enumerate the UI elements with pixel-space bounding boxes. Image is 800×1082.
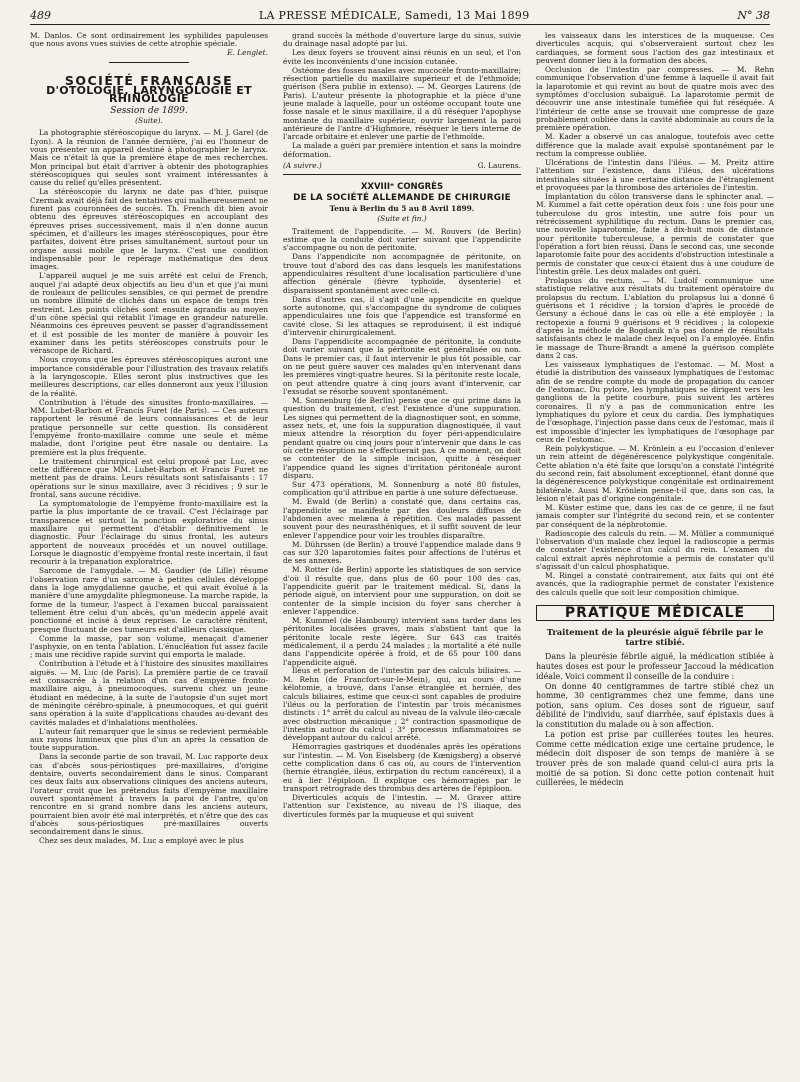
article-body: [30, 129, 268, 845]
column-1: [30, 32, 268, 1074]
journal-title: LA PRESSE MÉDICALE, Samedi, 13 Mai 1899: [258, 9, 530, 22]
paragraph: La photographie stéréoscopique du larynx. — M. J. Garel (de Lyon). A la réunion de l'année dernière, j'ai eu l'honneur de vous présenter un appareil destiné à photographier le larynx. Mais ce n'était là que la première étape de mes recherches. Mon principal but était d'arriver à obtenir des photographies stéréoscopiques qui seules sont vraiment intéressantes à cause du relief qu'elles présentent.: [30, 128, 268, 188]
congress-title: XXVIIIᵉ CONGRÈS: [360, 182, 444, 193]
page-number: 489: [30, 9, 51, 22]
congress-dates: Tenu à Berlin du 5 au 8 Avril 1899.: [329, 203, 475, 213]
paragraph: Hémorragies gastriques et duodénales après les opérations sur l'intestin. — M. Von Eiselsberg (de Kœnigsberg) a observé cette complication dans 6 cas où, au cours de l'intervention (hernie étranglée, iléus, extirpation du rectum cancéreux), il a eu à lier l'épiploon. Il explique ces hémorragies par le transport rétrograde des thrombus des artères de l'épiploon.: [283, 742, 521, 793]
paragraph: La symptomatologie de l'empyème fronto-maxillaire est la partie la plus importante de ce travail. C'est l'éclairage par transparence et surtout la ponction exploratrice du sinus maxillaire qui permettent d'établir définitivement le diagnostic. Pour l'éclairage du sinus frontal, les auteurs apportent de nouveaux procédés et un nouvel outillage. Lorsque le diagnostic d'empyème frontal reste incertain, il faut recourir à la trépanation exploratrice.: [30, 499, 268, 567]
article-body: [283, 32, 521, 159]
paragraph: Radioscopie des calculs du rein. — M. Müller a communiqué l'observation d'un malade chez lequel la radioscopie a permis de constater l'existence d'un calcul du rein. L'examen du calcul extrait après néphrotomie a permis de constater qu'il s'agissait d'un calcul phosphatique.: [536, 528, 774, 571]
section-subtitle: D'OTOLOGIE, LARYNGOLOGIE ET RHINOLOGIE: [46, 83, 252, 106]
signature: G. Laurens.: [477, 160, 521, 170]
paragraph: M. Kader a observé un cas analogue, toutefois avec cette différence que la malade avait expulsé spontanément par le rectum la compresse oubliée.: [536, 132, 774, 158]
paragraph: M. Kummel (de Hambourg) intervient sans tarder dans les péritonites localisées graves, mais s'abstient tant que la péritonite locale reste légère. Sur 643 cas traités médicalement, il a perdu 24 malades ; la mortalité a été nulle dans l'appendicite opérée à froid, et de 65 pour 100 dans l'appendicite aiguë.: [283, 615, 521, 667]
paragraph: M. Ewald (de Berlin) a constaté que, dans certains cas, l'appendicite se manifeste par des douleurs diffuses de l'abdomen avec melæna à répétition. Ces malades passent souvent pour des neurasthéniques, et il suffit souvent de leur enlever l'appendice pour voir les troubles disparaître.: [283, 497, 521, 540]
page-header: [30, 8, 770, 25]
article-body: [536, 652, 774, 788]
suite-label: (Suite et fin.): [377, 214, 427, 224]
paragraph: L'appareil auquel je me suis arrêté est celui de French, auquel j'ai adapté deux objectifs au lieu d'un et que j'ai muni de rouleaux de pellicules sensibles, ce qui permet de prendre un nombre illimité de clichés dans un espace de temps très restreint. Les points clichés sont ensuite agrandis au moyen d'un cône spécial qui rétablit l'image en grandeur naturelle. Néanmoins ces épreuves peuvent se passer d'agrandissement et il est possible de les monter de manière à pouvoir les examiner dans les petits stéréoscopes construits pour le vérascope de Richard.: [30, 271, 268, 356]
paragraph: Les vaisseaux lymphatiques de l'estomac. — M. Most a étudié la distribution des vaisseaux lymphatiques de l'estomac afin de se rendre compte du mode de propagation du cancer de l'estomac. Du pylore, les lymphatiques se dirigent vers les ganglions de la petite courbure, puis suivent les artères coronaires. Il n'y a pas de communication entre les lymphatiques du pylore et ceux du cardia. Des lymphatiques de l'œsophage, l'injection passe dans ceux de l'estomac, mais il est impossible d'injecter les lymphatiques de l'œsophage par ceux de l'estomac.: [536, 359, 774, 445]
paragraph: M. Ringel a constaté contrairement, aux faits qui ont été avancés, que la radiographie permet de constater l'existence des calculs quelle que soit leur composition chimique.: [536, 570, 774, 597]
paragraph: Ulcérations de l'intestin dans l'iléus. — M. Preitz attire l'attention sur l'existence, dans l'iléus, des ulcérations intestinales situées à une certaine distance de l'étranglement et provoquées par la thrombose des artérioles de l'intestin.: [536, 157, 774, 192]
session-label: Session de 1899.: [110, 105, 188, 116]
paragraph: M. Küster estime que, dans les cas de ce genre, il ne faut jamais compter sur l'intégrité du second rein, et se contenter par conséquent de la néphrotomie.: [536, 503, 774, 529]
issue-number: N° 38: [737, 9, 770, 22]
paragraph: M. Rotter (de Berlin) apporte les statistiques de son service d'où il résulte que, dans plus de 60 pour 100 des cas, l'appendicite guérit par le traitement médical. Si, dans la période aiguë, on intervient pour une suppuration, on doit se contenter de la simple incision du foyer sans chercher à enlever l'appendice.: [283, 565, 521, 616]
paragraph: On donne 40 centigrammes de tartre stibié chez un homme, 30 centigrammes chez une femme, dans une potion, sans opium. Ces doses sont de rigueur, sauf débilité de l'individu, sauf diarrhée, sauf épistaxis dues à la constitution du malade ou à son affection.: [536, 681, 774, 730]
section-title: SOCIÉTÉ FRANÇAISE: [64, 72, 234, 88]
congress-subtitle: DE LA SOCIÉTÉ ALLEMANDE DE CHIRURGIE: [293, 192, 511, 203]
paragraph: Dans l'appendicite accompagnée de péritonite, la conduite doit varier suivant que la péritonite est généralisée ou non. Dans le premier cas, il faut intervenir le plus tôt possible, car on ne peut guère sauver ces malades qu'en intervenant dans les premières vingt-quatre heures. Si la péritonite reste locale, on peut attendre quatre à cinq jours avant d'intervenir, car l'exsudat se résorbe souvent spontanément.: [283, 336, 521, 396]
paragraph: Prolapsus du rectum. — M. Ludolf communique une statistique relative aux résultats du traitement opératoire du prolapsus du rectum. L'ablation du prolapsus lui a donné 6 guérisons et 1 récidive ; la torsion d'après le procédé de Gersuny a échoué dans le cas où elle a été employée ; la rectopexie a fourni 9 guérisons et 9 récidives ; la colopexie d'après la méthode de Bogdanik n'a pas donné de résultats satisfaisants chez le malade chez lequel on l'a employée. Enfin le massage de Thure-Brandt a amené la guérison complète dans 2 cas.: [536, 275, 774, 361]
paragraph: Chez ses deux malades, M. Luc a employé avec le plus: [39, 836, 244, 846]
paragraph: Nous croyons que les épreuves stéréoscopiques auront une importance considérable pour l'illustration des travaux relatifs à la laryngoscopie. Elles seront plus instructives que les meilleures descriptions, car elles donneront aux yeux l'illusion de la réalité.: [30, 355, 268, 398]
paragraph: M. Sonnenburg (de Berlin) pense que ce qui prime dans la question du traitement, c'est l'existence d'une suppuration. Les signes qui permettent de la diagnostiquer sont, en somme, assez nets, et, une fois la suppuration diagnostiquée, il vaut mieux attendre la résorption du foyer péri-appendiculaire pendant quatre ou cinq jours pour n'intervenir que dans le cas où cette résorption ne s'effectuerait pas. A ce moment, on doit se contenter de la simple incision, quitte à réséquer l'appendice quand les signes d'irritation péritonéale auront disparu.: [283, 395, 521, 480]
paragraph: Sarcome de l'amygdale. — M. Gaudier (de Lille) résume l'observation rare d'un sarcome à petites cellules développé dans la loge amygdalienne gauche, et qui avait évolué à la manière d'une amygdalite phlegmoneuse. La marche rapide, la forme de la tumeur, l'aspect à l'examen buccal paraissaient tellement être celui d'un abcès, qu'un médecin appelé avait ponctionné et incisé à deux reprises. Le caractère rénitent, presque fluctuant de ces tumeurs est d'ailleurs classique.: [30, 566, 268, 634]
paragraph: L'auteur fait remarquer que le sinus se redevient perméable aux rayons lumineux que plus d'un an après la cessation de toute suppuration.: [30, 726, 268, 753]
paragraph: Dans la pleurésie fébrile aiguë, la médication stibiée à hautes doses est pour le professeur Jaccoud la médication idéale. Voici comment il conseille de la conduire :: [536, 652, 774, 681]
paragraph: Ostéome des fosses nasales avec mucocèle fronto-maxillaire; résection partielle du maxillaire supérieur et de l'ethmoïde; guérison (Sera publié in extenso). — M. Georges Laurens (de Paris). L'auteur présente la photographie et la pièce d'une jeune malade à laquelle, pour un ostéome occupant toute une fosse nasale et le sinus maxillaire, il a dû réséquer l'apophyse montante du maxillaire supérieur, ouvrir largement la paroi antérieure de l'antre d'Highmore, réséquer le tiers interne de l'arcade orbitaire et enlever une partie de l'ethmoïde.: [283, 65, 521, 142]
paragraph: La potion est prise par cuillerées toutes les heures. Comme cette médication exige une certaine prudence, le médecin doit disposer de son temps de manière à se trouver près de son malade quand celui-ci aura pris la moitié de sa potion. Si donc cette potion contenait huit cuillerées, le médecin: [536, 730, 774, 788]
paragraph: Dans l'appendicite non accompagnée de péritonite, on trouve tout d'abord des cas dans lesquels les manifestations appendiculaires résultent d'une localisation particulière d'une affection générale (fièvre typhoïde, dysenterie) et disparaissent spontanément avec celle-ci.: [283, 252, 521, 295]
article-body: [536, 32, 774, 597]
paragraph: Les deux foyers se trouvent ainsi réunis en un seul, et l'on évite les inconvénients d'une incision cutanée.: [283, 48, 521, 66]
paragraph: Implantation du côlon transverse dans le sphincter anal. — M. Kummel a fait cette opération deux fois : une fois pour une tuberculose du gros intestin, une autre fois pour un rétrécissement syphilitique du rectum. Dans le premier cas, une nouvelle laparotomie, faite à dix-huit mois de distance pour péritonite tuberculeuse, a permis de constater que l'opération a fort bien réussi. Dans le second cas, une seconde laparotomie faite pour des accidents d'obstruction intestinale a permis de constater que ceux-ci étaient dus à une coudure de l'intestin grêle. Les deux malades ont guéri.: [536, 191, 774, 276]
paragraph: Le traitement chirurgical est celui proposé par Luc, avec cette différence que MM. Lubet-Barbon et Francis Furet ne mettent pas de drains. Leurs résultats sont satisfaisants : 17 opérations sur le sinus maxillaire, avec 3 récidives ; 9 sur le frontal, sans aucune récidive.: [30, 456, 268, 500]
paragraph: les vaisseaux dans les interstices de la muqueuse. Ces diverticules acquis, qui s'observeraient surtout chez les cardiaques, se forment sous l'action des gaz intestinaux et peuvent donner lieu à la formation des abcès.: [536, 32, 774, 66]
paragraph: Diverticules acquis de l'intestin. — M. Graver attire l'attention sur l'existence, au niveau de l'S iliaque, des diverticules formés par la muqueuse et qui suivent: [283, 792, 521, 819]
paragraph: grand succès la méthode d'ouverture large du sinus, suivie du drainage nasal adopté par lui.: [283, 32, 521, 49]
paragraph: Occlusion de l'intestin par compresses. — M. Rehn communique l'observation d'une femme à laquelle il avait fait la laparotomie et qui revint au bout de quatre mois avec des symptômes d'occlusion subaiguë. La laparotomie permit de découvrir une anse intestinale tuméfiée qui fut réséquée. A l'intérieur de cette anse se trouvait une compresse de gaze probablement oubliée dans la cavité abdominale au cours de la première opération.: [536, 64, 774, 133]
suite-label: (Suite).: [135, 116, 163, 125]
paragraph: Contribution à l'étude et à l'histoire des sinusites maxillaires aiguës. — M. Luc (de Paris). La première partie de ce travail est consacrée à la relation d'un cas d'empyème fronto-maxillaire aigu, à pneumocoques, survenu chez un jeune étudiant en médecine, à la suite de l'autopsie d'un sujet mort de méningite cérébro-spinale, à pneumocoques, et qui guérit sans opération à la suite d'applications chaudes au-devant des cavités malades et d'inhalations mentholées.: [30, 659, 268, 727]
continued-note: (A suivre.): [283, 160, 322, 170]
divider: [109, 62, 189, 63]
paragraph: La stéréoscopie du larynx ne date pas d'hier, puisque Czermak avait déjà fait des tentatives qui malheureusement ne furent pas couronnées de succès. Th. French dit bien avoir obtenu des épreuves stéréoscopiques en accouplant des épreuves prises successivement, mais il n'en donne aucun spécimen, et d'ailleurs les images stéréoscopiques, pour être parfaites, doivent être prises simultanément, surtout pour un organe aussi mobile que le larynx. C'est une condition indispensable pour le repérage mathématique des deux images.: [30, 187, 268, 272]
signature-row: [283, 162, 521, 170]
paragraph: M. Dührssen (de Berlin) a trouvé l'appendice malade dans 9 cas sur 320 laparotomies faites pour affections de l'utérus et de ses annexes.: [283, 539, 521, 566]
article-body: [283, 228, 521, 819]
paragraph: Comme la masse, par son volume, menaçait d'amener l'asphyxie, on en tenta l'ablation. L'énucléation fut assez facile ; mais une récidive rapide survint qui emporta le malade.: [30, 633, 268, 660]
paragraph: La malade a guéri par première intention et sans la moindre déformation.: [283, 141, 521, 159]
paragraph: Contribution à l'étude des sinusites fronto-maxillaires. — MM. Lubet-Barbon et Francis Furet (de Paris). — Ces auteurs rapportent le résumé de leurs connaissances et de leur pratique personnelle sur cette question. Ils considèrent l'empyème fronto-maxillaire comme une seule et même maladie, dont l'origine peut être nasale ou dentaire. La première est la plus fréquente.: [30, 397, 268, 457]
paragraph: Dans la seconde partie de son travail, M. Luc rapporte deux cas d'abcès sous-périostiques pré-maxillaires, d'origine dentaire, ouverts secondairement dans le sinus. Comparant ces deux faits aux observations cliniques des anciens auteurs, l'orateur croit que les prétendus faits d'empyème maxillaire ouvert spontanément à travers la paroi de l'antre, qu'on rencontre en si grand nombre dans les anciens auteurs, pourraient bien avoir été mal interprétés, et n'être que des cas d'abcès sous-périostiques pré-maxillaires ouverts secondairement dans le sinus.: [30, 752, 268, 837]
column-2: [283, 32, 521, 1074]
paragraph: Iléus et perforation de l'intestin par des calculs biliaires. — M. Rehn (de Francfort-sur-le-Mein), qui, au cours d'une kélotomie, a trouvé, dans l'anse étranglée et herniée, des calculs biliaires, estime que ceux-ci sont capables de produire l'iléus ou la perforation de l'intestin par trois mécanismes distincts : 1° arrêt du calcul au niveau de la valvule iléo-cæcale avec obstruction mécanique ; 2° contraction spasmodique de l'intestin autour du calcul ; 3° processus inflammatoires se développant autour du calcul arrêté.: [283, 666, 521, 743]
section-title-box: PRATIQUE MÉDICALE: [536, 605, 774, 621]
paragraph: Rein polykystique. — M. Krönlein a eu l'occasion d'enlever un rein atteint de dégénérescence polykystique congénitale. Cette ablation n'a été faite que lorsqu'on a constaté l'intégrité du second rein, fait absolument exceptionnel, étant donné que la dégénérescence polykystique congénitale est ordinairement bilatérale. Aussi M. Krönlein pense-t-il que, dans son cas, la lésion n'était pas d'origine congénitale.: [536, 444, 774, 504]
paragraph: Traitement de l'appendicite. — M. Rouvers (de Berlin) estime que la conduite doit varier suivant que l'appendicite s'accompagne ou non de péritonite.: [283, 226, 521, 253]
column-3: [536, 32, 774, 1074]
article-title: Traitement de la pleurésie aiguë fébrile par le tartre stibié.: [546, 627, 764, 648]
divider: [283, 174, 521, 175]
paragraph: Sur 473 opérations, M. Sonnenburg a noté 80 fistules, complication qu'il attribue en partie à une suture défectueuse.: [283, 479, 521, 498]
signature: E. Lenglet.: [227, 48, 268, 58]
paragraph: Dans d'autres cas, il s'agit d'une appendicite en quelque sorte autonome, qui s'accompagne du syndrome de coliques appendiculaires une fois que l'appendice est transformé en cavité close. Si les attaques se reproduisent, il est indiqué d'intervenir chirurgicalement.: [283, 294, 521, 337]
paragraph: M. Danlos. Ce sont ordinairement les syphilides papuleuses que nous avons vues suivies de cette atrophie spéciale.: [30, 32, 268, 49]
